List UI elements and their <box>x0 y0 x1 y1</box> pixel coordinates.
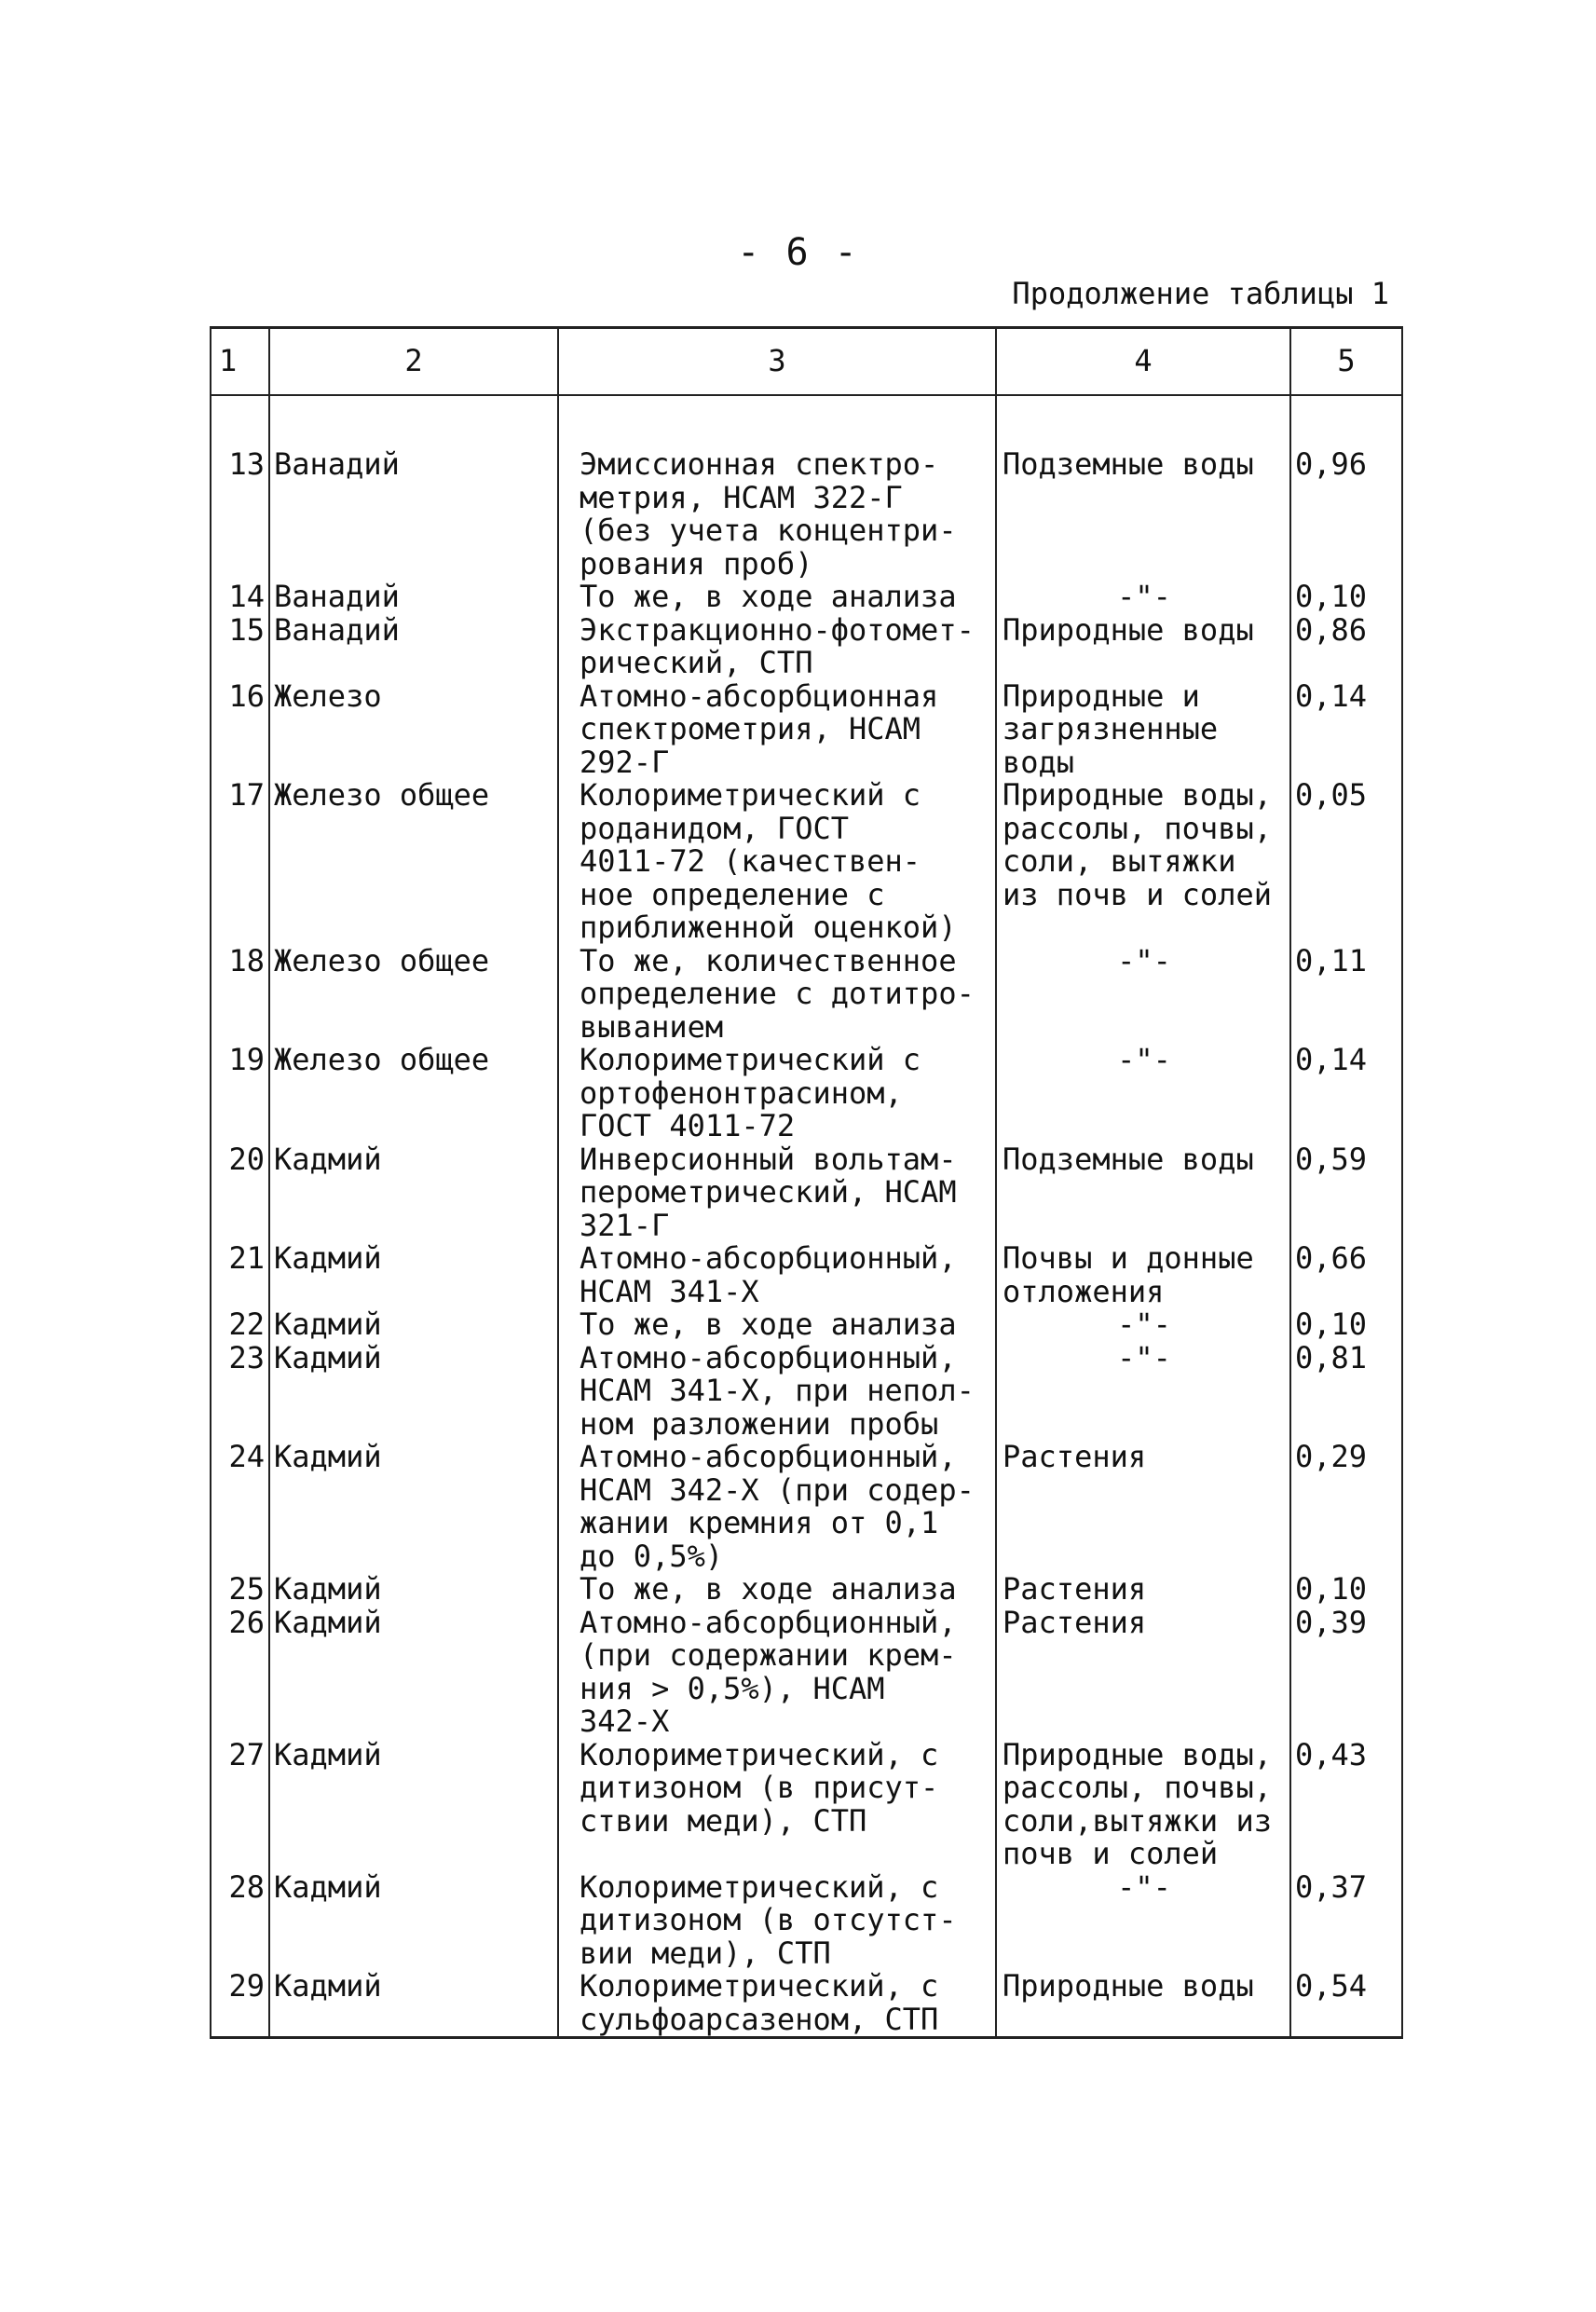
element-name-cell: Кадмий <box>269 1143 558 1243</box>
spacer-cell <box>1290 395 1402 448</box>
method-line: Атомно-абсорбционная <box>580 679 939 714</box>
value-cell: 0,05 <box>1290 779 1402 945</box>
object-cell <box>996 1970 1290 2038</box>
method-line: НСАМ 341-Х <box>580 1273 759 1308</box>
element-name-cell: Ванадий <box>269 614 558 680</box>
method-cell <box>558 1143 996 1243</box>
element-name-cell: Ванадий <box>269 581 558 614</box>
object-line: почв и солей <box>1003 1836 1219 1871</box>
method-line: приближенной оценкой) <box>580 910 957 945</box>
method-cell <box>558 779 996 945</box>
object-cell <box>996 680 1290 780</box>
method-line: ствии меди), СТП <box>580 1802 867 1839</box>
method-line: роданидом, ГОСТ <box>580 810 849 846</box>
method-cell <box>558 1871 996 1971</box>
object-line: Почвы и донные <box>1003 1242 1254 1276</box>
method-line: Атомно-абсорбционный, <box>580 1606 957 1640</box>
column-header-2: 2 <box>269 328 558 396</box>
object-line: воды <box>1003 744 1075 779</box>
method-line: 292-Г <box>580 744 670 779</box>
object-cell <box>996 1308 1290 1342</box>
column-header-1: 1 <box>211 328 269 396</box>
object-line: Природные воды <box>1003 613 1254 648</box>
object-cell <box>996 1871 1290 1971</box>
element-name-cell: Железо общее <box>269 1044 558 1143</box>
column-header-3: 3 <box>558 328 996 396</box>
method-line: (при содержании крем- <box>580 1637 957 1673</box>
table-row <box>211 1871 1402 1971</box>
method-line: Колориметрический, с <box>580 1970 939 2004</box>
object-line: Растения <box>1003 1606 1147 1640</box>
value-cell: 0,66 <box>1290 1242 1402 1308</box>
method-cell <box>558 581 996 614</box>
method-line: перометрический, НСАМ <box>580 1174 957 1210</box>
method-cell <box>558 1573 996 1607</box>
table-row <box>211 1342 1402 1442</box>
row-number-cell: 19 <box>211 1044 269 1143</box>
table-row <box>211 1143 1402 1243</box>
object-cell <box>996 1441 1290 1573</box>
value-cell: 0,10 <box>1290 581 1402 614</box>
object-cell <box>996 1143 1290 1243</box>
row-number-cell: 21 <box>211 1242 269 1308</box>
method-line: дитизоном (в присут- <box>580 1770 939 1805</box>
table-row <box>211 1573 1402 1607</box>
method-cell <box>558 1342 996 1442</box>
value-cell: 0,86 <box>1290 614 1402 680</box>
object-line: рассолы, почвы, <box>1003 1770 1272 1805</box>
table-row <box>211 945 1402 1045</box>
object-line: Растения <box>1003 1573 1147 1607</box>
value-cell: 0,43 <box>1290 1739 1402 1871</box>
object-line: -"- <box>1117 1341 1171 1375</box>
table-row <box>211 1607 1402 1739</box>
value-cell: 0,39 <box>1290 1607 1402 1739</box>
table-row <box>211 1242 1402 1308</box>
element-name-cell: Кадмий <box>269 1308 558 1342</box>
method-line: Колориметрический, с <box>580 1738 939 1772</box>
object-cell <box>996 614 1290 680</box>
value-cell: 0,10 <box>1290 1573 1402 1607</box>
method-line: выванием <box>580 1008 724 1044</box>
table-row <box>211 680 1402 780</box>
object-line: отложения <box>1003 1273 1165 1308</box>
value-cell: 0,29 <box>1290 1441 1402 1573</box>
method-line: дитизоном (в отсутст- <box>580 1902 957 1937</box>
spacer-cell <box>996 395 1290 448</box>
object-line: -"- <box>1117 1870 1171 1905</box>
method-line: 321-Г <box>580 1207 670 1242</box>
method-line: Атомно-абсорбционный, <box>580 1242 957 1276</box>
object-cell <box>996 448 1290 581</box>
object-line: загрязненные <box>1003 711 1219 746</box>
value-cell: 0,10 <box>1290 1308 1402 1342</box>
spacer-cell <box>558 395 996 448</box>
row-number-cell: 27 <box>211 1739 269 1871</box>
table-row <box>211 581 1402 614</box>
object-line: Природные и <box>1003 679 1200 714</box>
method-line: Колориметрический, с <box>580 1870 939 1905</box>
table-row <box>211 779 1402 945</box>
method-cell <box>558 945 996 1045</box>
row-number-cell: 18 <box>211 945 269 1045</box>
element-name-cell: Кадмий <box>269 1871 558 1971</box>
spacer-cell <box>211 395 269 448</box>
row-number-cell: 13 <box>211 448 269 581</box>
method-cell <box>558 680 996 780</box>
method-line: Колориметрический с <box>580 1044 921 1077</box>
row-number-cell: 20 <box>211 1143 269 1243</box>
object-cell <box>996 1342 1290 1442</box>
object-cell <box>996 1739 1290 1871</box>
value-cell: 0,14 <box>1290 680 1402 780</box>
method-line: ном разложении пробы <box>580 1405 939 1441</box>
value-cell: 0,81 <box>1290 1342 1402 1442</box>
element-name-cell: Кадмий <box>269 1573 558 1607</box>
method-cell <box>558 1242 996 1308</box>
method-line: до 0,5%) <box>580 1538 724 1573</box>
method-line: Атомно-абсорбционный, <box>580 1341 957 1375</box>
column-header-5: 5 <box>1290 328 1402 396</box>
object-line: рассолы, почвы, <box>1003 810 1272 846</box>
method-line: жании кремния от 0,1 <box>580 1505 939 1540</box>
element-name-cell: Кадмий <box>269 1607 558 1739</box>
row-number-cell: 24 <box>211 1441 269 1573</box>
object-line: -"- <box>1117 1308 1171 1342</box>
method-line: определение с дотитро- <box>580 976 975 1011</box>
object-cell <box>996 581 1290 614</box>
object-line: из почв и солей <box>1003 876 1272 912</box>
row-number-cell: 22 <box>211 1308 269 1342</box>
method-line: Эмиссионная спектро- <box>580 448 939 482</box>
object-line: Природные воды, <box>1003 779 1272 813</box>
method-line: 342-Х <box>580 1703 670 1739</box>
object-line: -"- <box>1117 581 1171 614</box>
table-body <box>211 395 1402 2038</box>
method-line: 4011-72 (качествен- <box>580 843 921 879</box>
spacer-cell <box>269 395 558 448</box>
element-name-cell: Кадмий <box>269 1441 558 1573</box>
method-line: ортофенонтрасином, <box>580 1074 903 1111</box>
value-cell: 0,11 <box>1290 945 1402 1045</box>
object-cell <box>996 779 1290 945</box>
object-line: Подземные воды <box>1003 1142 1254 1177</box>
method-line: То же, количественное <box>580 944 957 978</box>
method-line: рования проб) <box>580 545 813 581</box>
method-line: То же, в ходе анализа <box>580 1573 957 1607</box>
page-number: - 6 - <box>737 231 859 274</box>
method-line: Экстракционно-фотомет- <box>580 613 975 648</box>
method-line: спектрометрия, НСАМ <box>580 711 921 746</box>
value-cell: 0,59 <box>1290 1143 1402 1243</box>
element-name-cell: Железо <box>269 680 558 780</box>
method-cell <box>558 1441 996 1573</box>
method-line: НСАМ 342-Х (при содер- <box>580 1471 975 1508</box>
method-cell <box>558 448 996 581</box>
value-cell: 0,54 <box>1290 1970 1402 2038</box>
method-line: метрия, НСАМ 322-Г <box>580 479 903 515</box>
method-line: ное определение с <box>580 876 885 912</box>
table-row <box>211 448 1402 581</box>
column-header-4: 4 <box>996 328 1290 396</box>
method-line: Колориметрический с <box>580 779 921 813</box>
table-row <box>211 1044 1402 1143</box>
element-name-cell: Кадмий <box>269 1242 558 1308</box>
table-row <box>211 1739 1402 1871</box>
object-cell <box>996 1607 1290 1739</box>
method-line: ГОСТ 4011-72 <box>580 1108 796 1143</box>
row-number-cell: 29 <box>211 1970 269 2038</box>
object-cell <box>996 1044 1290 1143</box>
method-line: вии меди), СТП <box>580 1935 831 1970</box>
row-number-cell: 16 <box>211 680 269 780</box>
object-cell <box>996 945 1290 1045</box>
method-line: ния > 0,5%), НСАМ <box>580 1670 885 1706</box>
object-line: -"- <box>1117 1044 1171 1077</box>
method-cell <box>558 1044 996 1143</box>
element-name-cell: Кадмий <box>269 1970 558 2038</box>
object-cell <box>996 1242 1290 1308</box>
method-line: То же, в ходе анализа <box>580 581 957 614</box>
element-name-cell: Железо общее <box>269 779 558 945</box>
element-name-cell: Кадмий <box>269 1342 558 1442</box>
table-row <box>211 1441 1402 1573</box>
value-cell: 0,37 <box>1290 1871 1402 1971</box>
method-cell <box>558 1970 996 2038</box>
method-cell <box>558 1308 996 1342</box>
method-cell <box>558 614 996 680</box>
row-number-cell: 14 <box>211 581 269 614</box>
element-name-cell: Железо общее <box>269 945 558 1045</box>
value-cell: 0,96 <box>1290 448 1402 581</box>
method-line: (без учета концентри- <box>580 513 957 548</box>
data-table <box>210 326 1403 2039</box>
row-number-cell: 17 <box>211 779 269 945</box>
method-line: Атомно-абсорбционный, <box>580 1441 957 1474</box>
method-line: Инверсионный вольтам- <box>580 1142 957 1177</box>
object-line: Природные воды, <box>1003 1738 1272 1772</box>
method-cell <box>558 1607 996 1739</box>
element-name-cell: Кадмий <box>269 1739 558 1871</box>
method-line: НСАМ 341-Х, при непол- <box>580 1373 975 1408</box>
object-line: Природные воды <box>1003 1970 1254 2004</box>
table-header-row <box>211 328 1402 396</box>
object-line: Растения <box>1003 1441 1147 1474</box>
row-number-cell: 28 <box>211 1871 269 1971</box>
object-line: соли, вытяжки <box>1003 843 1236 879</box>
method-line: сульфоарсазеном, СТП <box>580 2001 939 2037</box>
row-number-cell: 15 <box>211 614 269 680</box>
row-number-cell: 23 <box>211 1342 269 1442</box>
data-table-container <box>210 326 1401 2039</box>
table-row <box>211 614 1402 680</box>
object-line: соли,вытяжки из <box>1003 1802 1272 1839</box>
row-number-cell: 26 <box>211 1607 269 1739</box>
value-cell: 0,14 <box>1290 1044 1402 1143</box>
element-name-cell: Ванадий <box>269 448 558 581</box>
row-number-cell: 25 <box>211 1573 269 1607</box>
object-line: -"- <box>1117 944 1171 978</box>
object-line: Подземные воды <box>1003 448 1254 482</box>
object-cell <box>996 1573 1290 1607</box>
table-spacer-row <box>211 395 1402 448</box>
method-line: рический, СТП <box>580 645 813 680</box>
table-row <box>211 1970 1402 2038</box>
method-cell <box>558 1739 996 1871</box>
table-row <box>211 1308 1402 1342</box>
table-continuation-caption: Продолжение таблицы 1 <box>1012 276 1389 311</box>
method-line: То же, в ходе анализа <box>580 1308 957 1342</box>
